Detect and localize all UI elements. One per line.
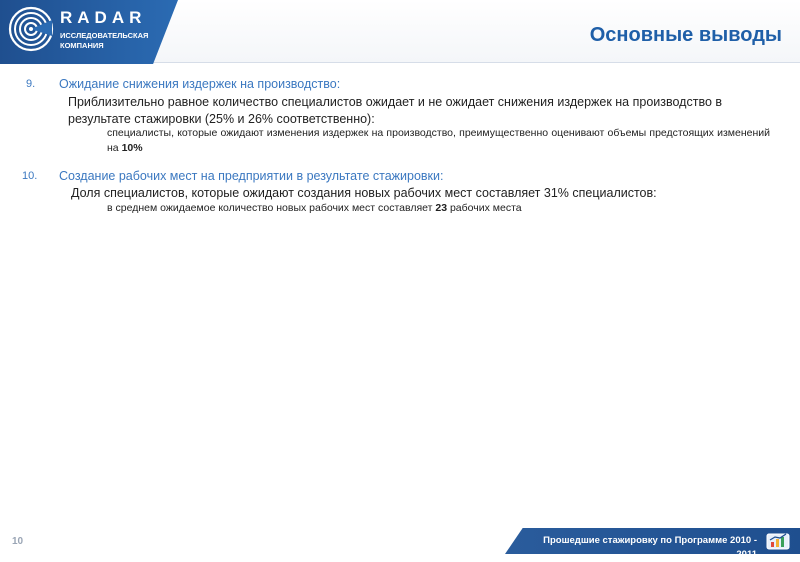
header [0, 0, 800, 64]
item-subparagraph-tail: рабочих места [447, 202, 522, 214]
brand-name: RADAR [60, 8, 147, 27]
page-number: 10 [12, 536, 24, 547]
item-subparagraph-value: 23 [435, 202, 448, 214]
page-title: Основные выводы [589, 24, 782, 46]
item-number: 9. [26, 78, 36, 90]
item-subparagraph [107, 126, 770, 156]
item-subparagraph-value: 10% [121, 142, 143, 154]
chart-icon [766, 531, 790, 551]
radar-logo-icon [8, 6, 54, 52]
item-paragraph-text: Приблизительно равное количество специалистов ожидает и не ожидает снижения издержек на производство в результате стажировки (25% и 26% соответственно): [68, 95, 723, 126]
item-heading: Ожидание снижения издержек на производство: [59, 77, 341, 91]
brand-subtitle: ИССЛЕДОВАТЕЛЬСКАЯ КОМПАНИЯ [60, 31, 149, 50]
item-paragraph: Доля специалистов, которые ожидают создания новых рабочих мест составляет 31% специалистов: [71, 186, 657, 200]
item-subparagraph-text: специалисты, которые ожидают изменения издержек на производство, преимущественно оценивают объемы предстоящих изменений на [107, 127, 770, 154]
footer-text: Прошедшие стажировку по Программе 2010 - 2011 [543, 535, 757, 560]
item-heading: Создание рабочих мест на предприятии в результате стажировки: [59, 169, 444, 183]
item-paragraph [68, 94, 774, 128]
item-subparagraph-text: в среднем ожидаемое количество новых рабочих мест составляет [107, 202, 436, 214]
item-subparagraph [107, 201, 770, 216]
item-number: 10. [22, 170, 38, 182]
